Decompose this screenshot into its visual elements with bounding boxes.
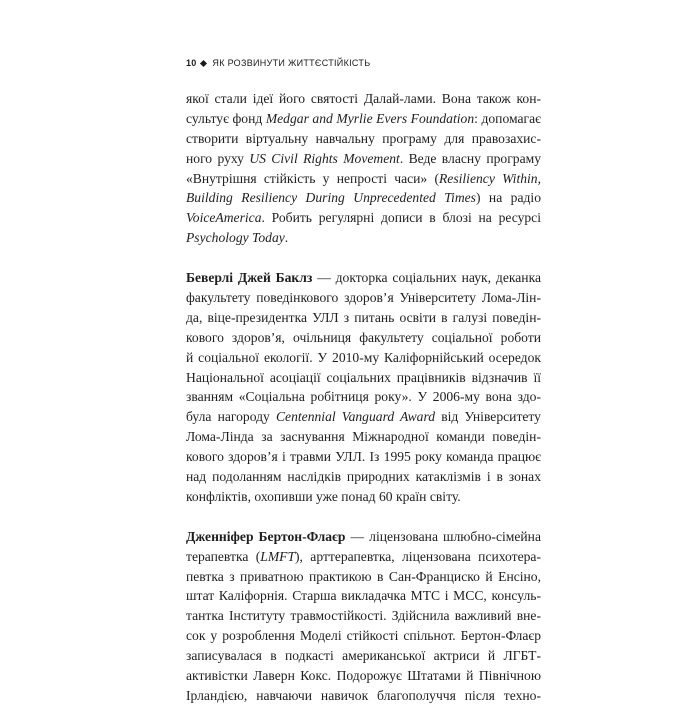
- text-line: [186, 646, 541, 666]
- text-run: .: [284, 230, 289, 246]
- text-run: й соціальної екології. У 2010-му Каліфорнійський осередок: [186, 349, 541, 365]
- person-name: Дженніфер Бертон-Флаєр: [186, 528, 346, 544]
- text-line: [186, 586, 541, 606]
- text-run: кового здоров’я, очільниця факультету соціальної роботи: [186, 329, 541, 345]
- text-run: — ліцензована шлюбно-сімейна: [345, 528, 541, 544]
- text-line: [186, 447, 541, 467]
- text-line: [186, 169, 541, 189]
- text-run: сок у розроблення Моделі стійкості спільнот. Бертон-Флаєр: [186, 628, 541, 644]
- text-run: була нагороду: [186, 409, 276, 425]
- italic-term: LMFT: [260, 548, 296, 564]
- text-line: [186, 308, 541, 328]
- text-line: [186, 109, 541, 129]
- text-run: записувалася в подкасті американської актриси й ЛГБТ-: [186, 648, 541, 664]
- text-line: [186, 467, 541, 487]
- paragraph-gap: [186, 507, 541, 527]
- text-run: над подоланням наслідків природних катаклізмів і в зонах: [186, 469, 541, 485]
- text-run: званням «Соціальна робітниця року». У 2006-му вона здо-: [186, 389, 541, 405]
- text-run: факультету поведінкового здоров’я Університету Лома-Лін-: [186, 290, 541, 306]
- text-line: [186, 129, 541, 149]
- page-number: 10: [186, 58, 197, 68]
- text-run: тантка Інституту травмостійкості. Здійснила важливий вне-: [186, 608, 541, 624]
- text-line: [186, 547, 541, 567]
- text-line: [186, 188, 541, 208]
- text-run: — докторка соціальних наук, деканка: [312, 270, 542, 286]
- text-run: . Веде власну програму: [399, 150, 541, 166]
- text-run: певтка з приватною практикою в Сан-Франциско й Енсіно,: [186, 568, 541, 584]
- text-line: [186, 626, 541, 646]
- text-line: [186, 348, 541, 368]
- paragraph-gap: [186, 248, 541, 268]
- text-run: кового здоров’я і травми УЛЛ. Із 1995 року команда працює: [186, 449, 541, 465]
- text-run: : допомагає: [474, 110, 541, 126]
- text-line: [186, 527, 541, 547]
- text-run: Ірландією, навчаючи навичок благополуччя після техно-: [186, 687, 541, 703]
- text-run: терапевтка (: [186, 548, 261, 564]
- paragraph-jennifer-burton-flier: [186, 527, 541, 706]
- text-line: [186, 606, 541, 626]
- text-line: [186, 666, 541, 686]
- text-line: [186, 427, 541, 447]
- text-line: [186, 567, 541, 587]
- text-line: [186, 208, 541, 228]
- text-run: ) на радіо: [475, 190, 541, 206]
- paragraph-intro-continuation: [186, 89, 541, 248]
- italic-term: Medgar and Myrlie Evers Foundation: [265, 110, 475, 126]
- chapter-title: ЯК РОЗВИНУТИ ЖИТТЄСТІЙКІСТЬ: [212, 58, 371, 68]
- text-line: [186, 228, 541, 248]
- italic-term: US Civil Rights Movement: [249, 150, 400, 166]
- text-line: [186, 268, 541, 288]
- text-line: [186, 487, 541, 507]
- italic-term: Building Resiliency During Unprecedented Times: [186, 190, 476, 206]
- text-line: [186, 288, 541, 308]
- text-line: [186, 686, 541, 706]
- italic-term: Resiliency Within,: [439, 170, 541, 186]
- text-line: [186, 368, 541, 388]
- text-run: сультує фонд: [186, 110, 266, 126]
- text-run: Національної асоціації соціальних працівників відзначив її: [186, 369, 541, 385]
- text-run: ), арттерапевтка, ліцензована психотера-: [295, 548, 541, 564]
- text-line: [186, 407, 541, 427]
- text-line: [186, 328, 541, 348]
- italic-term: Psychology Today: [186, 230, 285, 246]
- text-run: конфліктів, охопивши уже понад 60 країн світу.: [186, 488, 461, 504]
- text-run: Лома-Лінда за заснування Міжнародної команди поведін-: [186, 429, 541, 445]
- text-run: ного руху: [186, 150, 250, 166]
- text-run: від Університету: [435, 409, 541, 425]
- text-line: [186, 149, 541, 169]
- text-run: «Внутрішня стійкість у непрості часи» (: [186, 170, 439, 186]
- text-run: штат Каліфорнія. Старша викладачка MTC і MCC, консуль-: [186, 588, 541, 604]
- person-name: Беверлі Джей Баклз: [186, 270, 313, 286]
- text-run: да, віце-президентка УЛЛ з питань освіти в галузі поведін-: [186, 309, 541, 325]
- text-line: [186, 89, 541, 109]
- text-line: [186, 387, 541, 407]
- paragraph-beverly-buckles: [186, 268, 541, 507]
- body-text: [186, 89, 541, 706]
- text-run: . Робить регулярні дописи в блозі на ресурсі: [261, 210, 541, 226]
- italic-term: Centennial Vanguard Award: [275, 409, 436, 425]
- diamond-bullet-icon: [200, 59, 207, 66]
- italic-term: VoiceAmerica: [186, 210, 262, 226]
- text-run: активістки Лаверн Кокс. Подорожує Штатами й Північною: [186, 668, 541, 684]
- text-run: створити віртуальну навчальну програму для правозахис-: [186, 130, 541, 146]
- running-head: [186, 58, 370, 68]
- text-run: якої стали ідеї його святості Далай-лами. Вона також кон-: [186, 91, 541, 106]
